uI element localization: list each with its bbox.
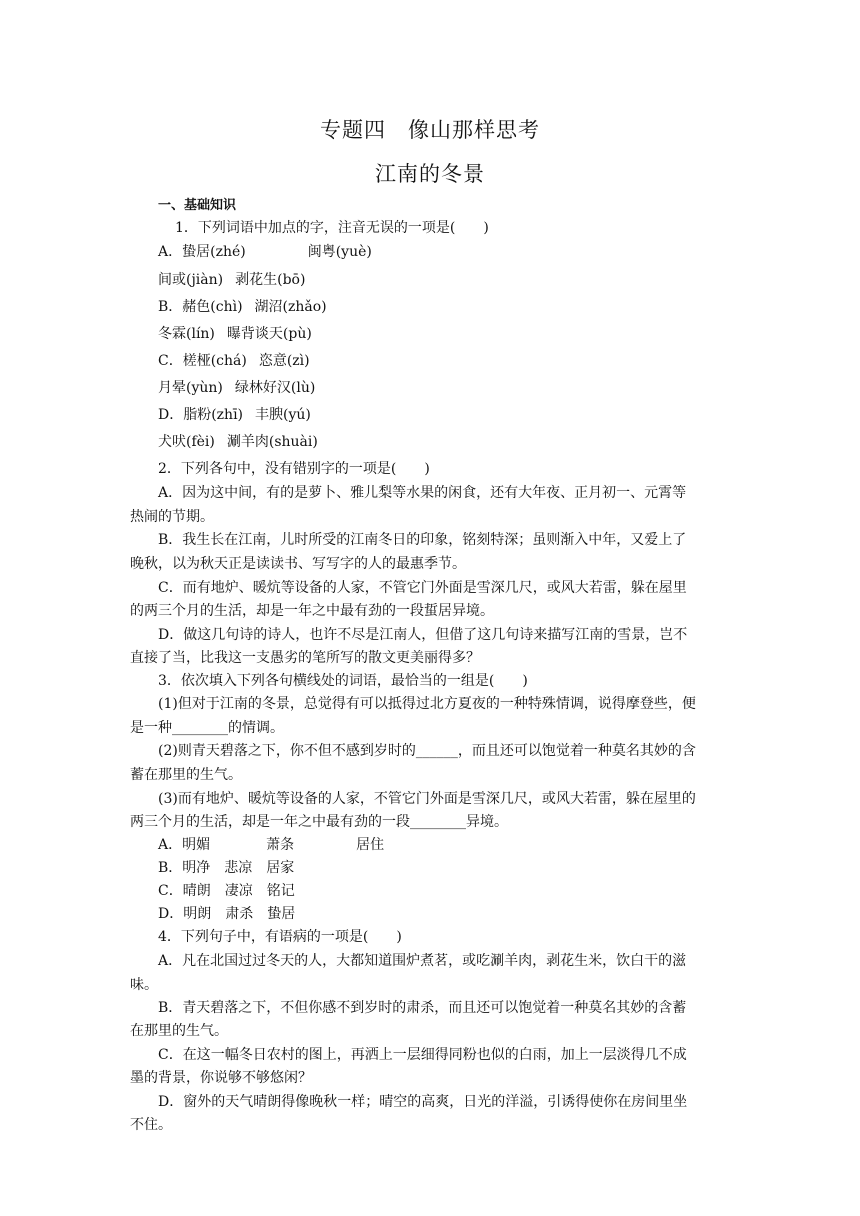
q3-line: 两三个月的生活，却是一年之中最有劲的一段________异境。 [130,814,508,830]
q4-line: D．窗外的天气晴朗得像晚秋一样；晴空的高爽，日光的洋溢，引诱得使你在房间里坐 [158,1094,688,1110]
q1-a-term1: A．蛰居(zhé) [158,244,246,260]
section-heading: 一、基础知识 [158,198,237,213]
q3-b-w2: 悲凉 [224,860,253,876]
q1-option-a-cont [158,270,305,290]
q3-c-w2: 凄凉 [224,883,253,899]
q3-option-b [158,858,294,878]
q3-a-w3: 居住 [356,837,385,853]
q4-line: 墨的背景，你说够不够悠闲？ [130,1070,312,1086]
q2-line: C．而有地炉、暖炕等设备的人家，不管它门外面是雪深几尺，或风大若雷，躲在屋里 [158,580,687,596]
q1-d-term3: 犬吠(fèi) [158,434,215,450]
q1-stem: 1．下列词语中加点的字，注音无误的一项是( ) [175,220,489,236]
q4-line: 不住。 [130,1117,172,1133]
q1-d-term4: 涮羊肉(shuài) [226,434,318,450]
q3-c-w1: C．晴朗 [158,883,211,899]
q1-option-b [158,297,327,317]
q2-line: D．做这几句诗的诗人，也许不尽是江南人，但借了这几句诗来描写江南的雪景，岂不 [158,627,688,643]
q4-stem: 4．下列句子中，有语病的一项是( ) [158,929,402,945]
q3-option-c [158,881,295,901]
q4-line: C．在这一幅冬日农村的图上，再洒上一层细得同粉也似的白雨，加上一层淡得几不成 [158,1047,687,1063]
q1-a-term2: 闽粤(yuè) [307,244,372,260]
q2-line: B．我生长在江南，儿时所受的江南冬日的印象，铭刻特深；虽则渐入中年，又爱上了 [158,532,687,548]
q3-a-w1: A．明媚 [158,837,211,853]
q3-line: (3)而有地炉、暖炕等设备的人家，不管它门外面是雪深几尺，或风大若雷，躲在屋里的 [158,791,696,807]
q1-a-term3: 间或(jiàn) [158,272,224,288]
q3-a-w2: 萧条 [266,837,295,853]
q3-stem: 3．依次填入下列各句横线处的词语，最恰当的一组是( ) [158,673,528,689]
q1-option-b-cont [158,324,312,344]
page-title: 专题四 像山那样思考 [320,118,540,142]
q1-c-term4: 绿林好汉(lù) [234,380,316,396]
q1-option-a [158,242,372,262]
q3-b-w1: B．明净 [158,860,211,876]
q1-c-term1: C．槎桠(chá) [158,353,247,369]
q2-line: 晚秋，以为秋天正是读读书、写写字的人的最惠季节。 [130,556,466,572]
q1-d-term2: 丰腴(yú) [255,407,311,423]
q4-line: A．凡在北国过过冬天的人，大都知道围炉煮茗，或吃涮羊肉，剥花生米，饮白干的滋 [158,953,687,969]
q3-line: 蓄在那里的生气。 [130,767,242,783]
q1-option-c-cont [158,378,315,398]
q3-option-a [158,835,384,855]
q2-stem: 2．下列各句中，没有错别字的一项是( ) [158,461,430,477]
q3-d-w3: 蛰居 [267,906,296,922]
q2-line: A．因为这中间，有的是萝卜、雅儿梨等水果的闲食，还有大年夜、正月初一、元霄等 [158,485,687,501]
q1-a-term4: 剥花生(bō) [235,272,306,288]
q3-d-w2: 肃杀 [225,906,254,922]
q2-line: 直接了当，比我这一支愚劣的笔所写的散文更美丽得多？ [130,650,480,666]
q1-b-term2: 湖沼(zhǎo) [254,299,327,315]
q1-option-d [158,405,311,425]
q2-line: 的两三个月的生活，却是一年之中最有劲的一段蜇居异境。 [130,603,494,619]
q4-line: 味。 [130,977,158,993]
q1-option-d-cont [158,432,318,452]
q1-c-term3: 月晕(yùn) [158,380,223,396]
q1-b-term4: 曝背谈天(pù) [226,326,312,342]
q1-b-term1: B．赭色(chì) [158,299,243,315]
q4-line: B．青天碧落之下，不但你感不到岁时的肃杀，而且还可以饱觉着一种莫名其妙的含蓄 [158,1000,687,1016]
q3-d-w1: D．明朗 [158,906,212,922]
q2-line: 热闹的节期。 [130,509,214,525]
q1-option-c [158,351,310,371]
article-title: 江南的冬景 [375,162,485,186]
q4-line: 在那里的生气。 [130,1023,228,1039]
q3-line: 是一种________的情调。 [130,720,284,736]
q3-option-d [158,904,295,924]
q3-line: (1)但对于江南的冬景，总觉得有可以抵得过北方夏夜的一种特殊情调，说得摩登些，便 [158,696,696,712]
q1-b-term3: 冬霖(lín) [158,326,215,342]
q1-c-term2: 恣意(zì) [258,353,310,369]
q3-b-w3: 居家 [266,860,295,876]
q3-line: (2)则青天碧落之下，你不但不感到岁时的______，而且还可以饱觉着一种莫名其妙的含 [158,743,696,759]
q3-c-w3: 铭记 [266,883,295,899]
q1-d-term1: D．脂粉(zhī) [158,407,244,423]
